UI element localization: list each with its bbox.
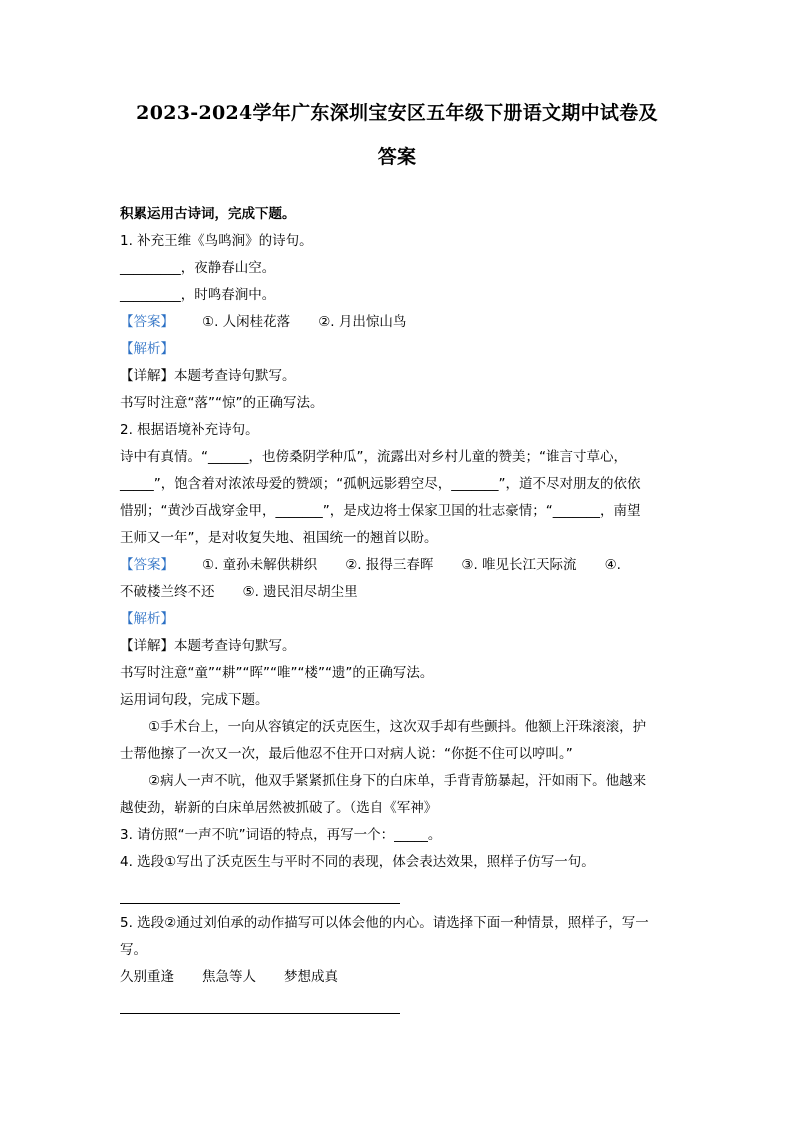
document-body <box>120 201 680 991</box>
q1-answer-1: ①. 人闲桂花落 <box>202 314 291 330</box>
analysis-tag: 【解析】 <box>120 341 174 357</box>
q1-answer-line <box>120 309 680 336</box>
q2-answer-line <box>120 552 680 579</box>
q5-options <box>120 964 680 991</box>
q2-answer-4-cont: 不破楼兰终不还 <box>120 584 215 600</box>
q2-detail-line <box>120 633 680 660</box>
q2-stem: 2. 根据语境补充诗句。 <box>120 422 259 438</box>
section2-intro: 运用词句段，完成下题。 <box>120 692 269 708</box>
answer-tag: 【答案】 <box>120 557 174 573</box>
q2-note: 书写时注意“童”“耕”“晖”“唯”“楼”“遗”的正确写法。 <box>120 665 434 681</box>
document-title-line1: 2023-2024学年广东深圳宝安区五年级下册语文期中试卷及 <box>136 102 658 124</box>
section-heading: 积累运用古诗词，完成下题。 <box>120 206 296 222</box>
q5-stem-line2: 写。 <box>120 942 147 958</box>
detail-tag: 【详解】 <box>120 638 174 654</box>
q2-answer-1: ①. 童孙未解供耕织 <box>202 557 318 573</box>
option-reunion: 久别重逢 <box>120 969 174 985</box>
q1-detail-text: 本题考查诗句默写。 <box>174 368 296 384</box>
q2-answer-4: ④. <box>604 557 621 573</box>
passage-p2-line1: ②病人一声不吭，他双手紧紧抓住身下的白床单，手背青筋暴起，汗如雨下。他越来 <box>148 773 647 789</box>
detail-tag: 【详解】 <box>120 368 174 384</box>
q1-detail-line <box>120 363 680 390</box>
passage-p1-line1: ①手术台上，一向从容镇定的沃克医生，这次双手却有些颤抖。他额上汗珠滚滚，护 <box>148 719 647 735</box>
q2-answer-5: ⑤. 遗民泪尽胡尘里 <box>242 584 358 600</box>
q3-stem: 3. 请仿照“一声不吭”词语的特点，再写一个：_____。 <box>120 827 442 843</box>
q2-answer-line2 <box>120 579 680 606</box>
option-waiting: 焦急等人 <box>202 969 256 985</box>
q1-blank2: _________，时鸣春涧中。 <box>120 287 276 303</box>
q1-blank1: _________，夜静春山空。 <box>120 260 276 276</box>
q4-answer-line[interactable] <box>120 903 400 904</box>
q2-answer-3: ③. 唯见长江天际流 <box>461 557 577 573</box>
q5-answer-line[interactable] <box>120 1013 400 1014</box>
q1-answer-2: ②. 月出惊山鸟 <box>318 314 407 330</box>
q2-para-line3: 惜别；“黄沙百战穿金甲，_______”，是戍边将士保家卫国的壮志豪情；“_______，南望 <box>120 503 641 519</box>
q1-stem: 1. 补充王维《鸟鸣涧》的诗句。 <box>120 233 313 249</box>
q2-para-line4: 王师又一年”，是对收复失地、祖国统一的翘首以盼。 <box>120 530 438 546</box>
analysis-tag: 【解析】 <box>120 611 174 627</box>
document-title-line2: 答案 <box>377 146 417 168</box>
q2-para-line1: 诗中有真情。“______，也傍桑阴学种瓜”，流露出对乡村儿童的赞美；“谁言寸草心， <box>120 449 627 465</box>
q1-note: 书写时注意“落”“惊”的正确写法。 <box>120 395 324 411</box>
q2-para-line2: _____”，饱含着对浓浓母爱的赞颂；“孤帆远影碧空尽，_______”，道不尽对朋友的依依 <box>120 476 641 492</box>
passage-p2-line2: 越使劲，崭新的白床单居然被抓破了。（选自《军神》 <box>120 800 438 816</box>
passage-p1-line2: 士帮他擦了一次又一次，最后他忍不住开口对病人说：“你挺不住可以哼叫。” <box>120 746 573 762</box>
q2-detail-text: 本题考查诗句默写。 <box>174 638 296 654</box>
q4-stem: 4. 选段①写出了沃克医生与平时不同的表现，体会表达效果，照样子仿写一句。 <box>120 854 595 870</box>
answer-tag: 【答案】 <box>120 314 174 330</box>
q5-stem-line1: 5. 选段②通过刘伯承的动作描写可以体会他的内心。请选择下面一种情景，照样子，写一 <box>120 915 649 931</box>
q2-answer-2: ②. 报得三春晖 <box>345 557 434 573</box>
option-dream: 梦想成真 <box>284 969 338 985</box>
